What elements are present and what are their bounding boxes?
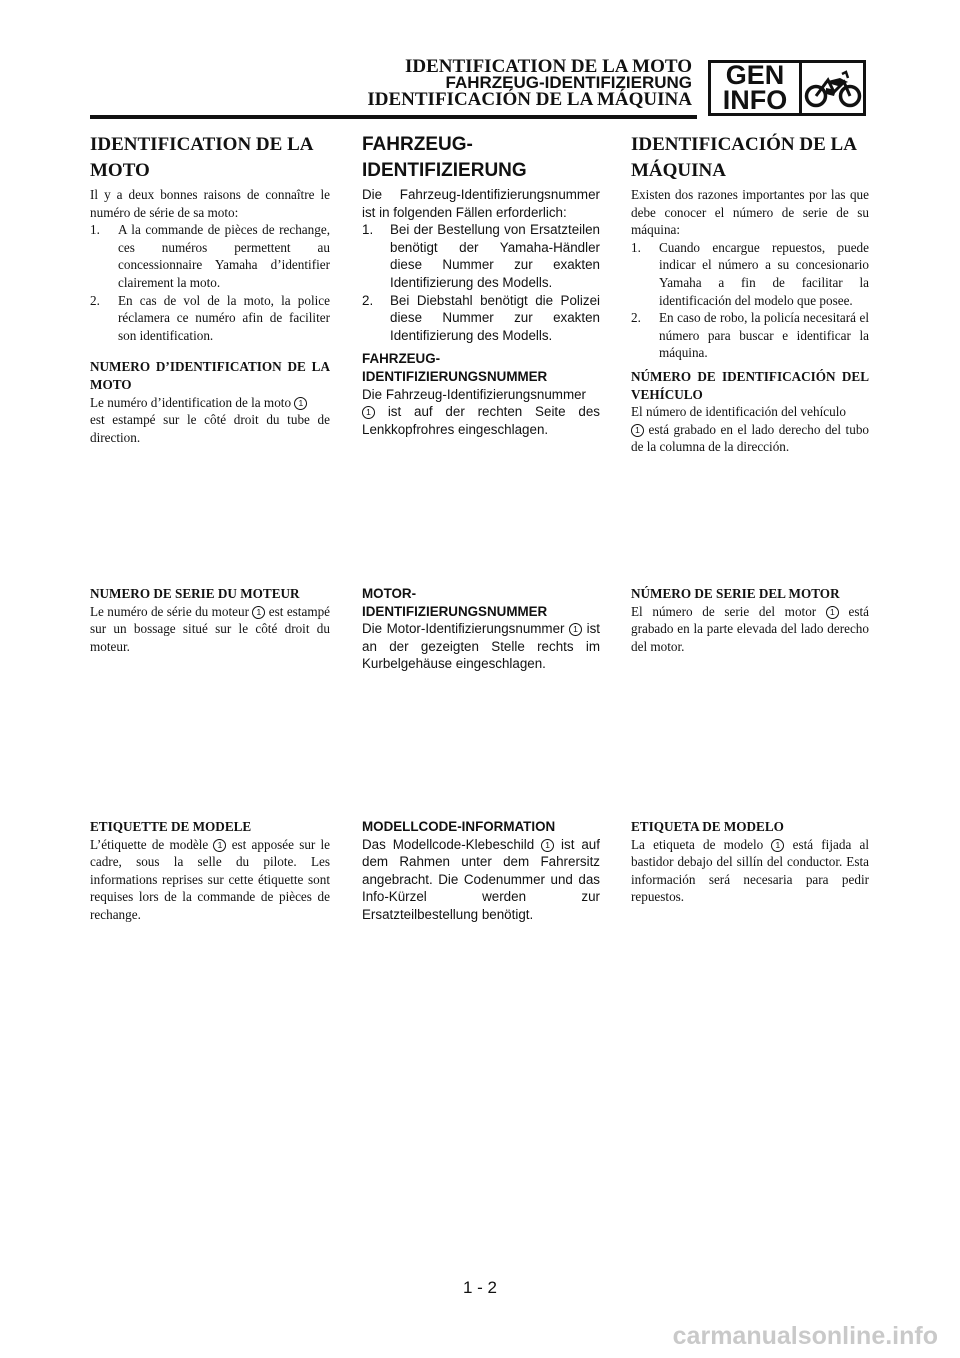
subheading-model-label: ETIQUETTE DE MODELE — [90, 819, 252, 834]
engine-section-es — [631, 585, 869, 655]
motorcycle-icon — [804, 66, 862, 112]
badge-divider — [799, 63, 802, 113]
vin-text: Die Fahrzeug-Identifizierungsnummer 1 ist auf der rechten Seite des Lenkkopfrohres eingeschlagen. — [362, 386, 600, 437]
header-title-es: IDENTIFICACIÓN DE LA MÁQUINA — [367, 89, 692, 110]
callout-1: 1 — [362, 406, 375, 419]
subheading-engine: NUMERO DE SERIE DU MOTEUR — [90, 586, 300, 601]
engine-text: El número de serie del motor 1 está grabado en la parte elevada del lado derecho del motor. — [631, 603, 870, 654]
list-item: 2. En caso de robo, la policía necesitará el número para buscar e identificar la máquina. — [631, 310, 869, 361]
intro-text: Existen dos razones importantes por las que debe conocer el número de serie de su máquina: — [631, 187, 869, 238]
model-label-text: Das Modellcode-Klebeschild 1 ist auf dem Rahmen unter dem Fahrersitz angebracht. Die Codenummer und das Info-Kürzel werden zur Ersatzteilbestellung benötigt. — [362, 836, 600, 922]
badge-line-info: INFO — [722, 85, 788, 115]
header-title-fr: IDENTIFICATION DE LA MOTO — [405, 56, 692, 77]
intro-text: Il y a deux bonnes raisons de connaître le numéro de série de sa moto: — [90, 187, 330, 220]
vin-text: Le numéro d’identification de la moto 1 est estampé sur le côté droit du tube de direction. — [90, 394, 330, 445]
subheading-engine: NÚMERO DE SERIE DEL MOTOR — [631, 586, 840, 601]
column-de — [362, 128, 600, 438]
section-heading: FAHRZEUG-IDENTIFIZIERUNG — [362, 134, 527, 181]
gen-info-badge — [708, 60, 866, 116]
column-es — [631, 128, 869, 456]
list-item: 2. En cas de vol de la moto, la police réclamera ce numéro afin de faciliter son identification. — [90, 292, 330, 343]
subheading-model-label: MODELLCODE-INFORMATION — [362, 819, 556, 834]
list-item: 2. Bei Diebstahl benötigt die Polizei diese Nummer zur exakten Identifizierung des Modells. — [362, 292, 600, 343]
callout-1: 1 — [826, 606, 839, 619]
model-label-section-de — [362, 818, 600, 924]
engine-text: Die Motor-Identifizierungsnummer 1 ist an der gezeigten Stelle rechts im Kurbelgehäuse eingeschlagen. — [362, 621, 600, 672]
callout-1: 1 — [213, 839, 226, 852]
callout-1: 1 — [541, 839, 554, 852]
engine-section-fr — [90, 585, 330, 655]
header-title-de: FAHRZEUG-IDENTIFIZIERUNG — [445, 73, 692, 92]
page-number: 1 - 2 — [462, 1278, 498, 1297]
list-item: 1. Bei der Bestellung von Ersatzteilen benötigt der Yamaha-Händler diese Nummer zur exakten Identifizierung des Modells. — [362, 222, 600, 290]
engine-text: Le numéro de série du moteur 1 est estampé sur un bossage situé sur le côté droit du moteur. — [90, 603, 331, 654]
model-label-section-fr — [90, 818, 330, 924]
badge-line-gen: GEN — [725, 60, 785, 90]
subheading-vin: NÚMERO DE IDENTIFICACIÓN DEL VEHÍCULO — [631, 368, 869, 402]
reasons-list — [90, 221, 330, 344]
section-heading: IDENTIFICACIÓN DE LA MÁQUINA — [631, 134, 856, 181]
watermark: carmanualsonline.info — [672, 1322, 938, 1350]
subheading-vin: FAHRZEUG-IDENTIFIZIERUNGSNUMMER — [362, 351, 548, 384]
subheading-vin: NUMERO D’IDENTIFICATION DE LA MOTO — [90, 359, 330, 392]
model-label-text: L’étiquette de modèle 1 est apposée sur le cadre, sous la selle du pilote. Les informations reprises sur cette étiquette sont requises lors de la commande de pièces de rechange. — [90, 836, 331, 922]
engine-section-de — [362, 585, 600, 673]
header-rule — [90, 115, 697, 119]
callout-1: 1 — [569, 623, 582, 636]
callout-1: 1 — [252, 606, 265, 619]
model-label-text: La etiqueta de modelo 1 está fijada al bastidor debajo del sillín del conductor. Esta información será necesaria para pedir repuestos. — [631, 836, 870, 905]
reasons-list — [362, 221, 600, 344]
vin-text: El número de identificación del vehículo 1 está grabado en el lado derecho del tubo de la columna de la dirección. — [631, 404, 870, 455]
subheading-engine: MOTOR-IDENTIFIZIERUNGSNUMMER — [362, 586, 548, 619]
callout-1: 1 — [631, 424, 644, 437]
model-label-section-es — [631, 818, 869, 906]
callout-1: 1 — [771, 839, 784, 852]
reasons-list — [631, 239, 869, 362]
callout-1: 1 — [294, 397, 307, 410]
intro-text: Die Fahrzeug-Identifizierungsnummer ist in folgenden Fällen erforderlich: — [362, 187, 600, 220]
subheading-model-label: ETIQUETA DE MODELO — [631, 819, 784, 834]
list-item: 1. Cuando encargue repuestos, puede indicar el número a su concesionario Yamaha a fin de facilitar la identificación del modelo que posee. — [631, 239, 869, 308]
list-item: 1. A la commande de pièces de rechange, ces numéros permettent au concessionnaire Yamaha d’identifier clairement la moto. — [90, 222, 330, 290]
section-heading: IDENTIFICATION DE LA MOTO — [90, 134, 313, 181]
column-fr — [90, 128, 330, 446]
